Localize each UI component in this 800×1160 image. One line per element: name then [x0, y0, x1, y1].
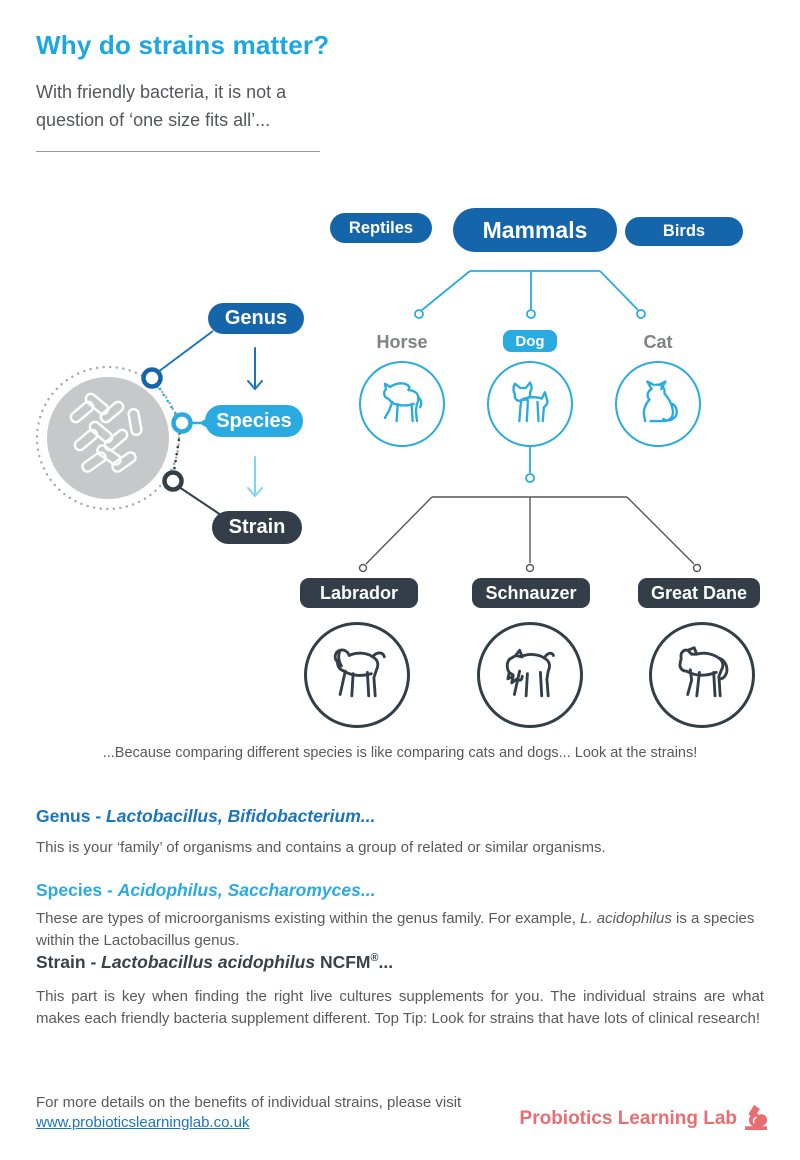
- dog-breeds-bracket: [360, 447, 701, 572]
- pill-species: Species: [205, 405, 303, 437]
- pill-genus: Genus: [208, 303, 304, 334]
- footer-note: For more details on the benefits of individual strains, please visit: [36, 1094, 462, 1111]
- diagram-caption: ...Because comparing different species is like comparing cats and dogs... Look at the strains!: [102, 745, 698, 761]
- pill-great-dane: Great Dane: [638, 578, 760, 608]
- label-horse: Horse: [376, 332, 428, 352]
- subtitle-line-1: With friendly bacteria, it is not a: [36, 82, 287, 102]
- cat-icon: [615, 361, 701, 447]
- schnauzer-icon: [477, 622, 583, 728]
- page-subtitle: [36, 78, 286, 134]
- strain-section-heading: Strain - Lactobacillus acidophilus NCFM®...: [36, 952, 394, 972]
- horse-icon: [359, 361, 445, 447]
- pill-labrador: Labrador: [300, 578, 418, 608]
- genus-section-heading: Genus - Lactobacillus, Bifidobacterium...: [36, 806, 376, 826]
- label-cat: Cat: [643, 332, 673, 352]
- genus-section-body: This is your ‘family’ of organisms and contains a group of related or similar organisms.: [36, 839, 606, 856]
- pill-strain: Strain: [212, 511, 302, 544]
- header-divider: [36, 151, 320, 152]
- species-section-body: These are types of microorganisms existing within the genus family. For example, L. acidophilus is a species within the Lactobacillus genus.: [36, 910, 755, 949]
- mammals-bracket: [415, 271, 645, 318]
- pill-schnauzer: Schnauzer: [472, 578, 590, 608]
- species-section-heading: Species - Acidophilus, Saccharomyces...: [36, 880, 376, 900]
- strain-section-body: This part is key when finding the right live cultures supplements for you. The individual strains are what makes each friendly bacteria supplement different. Top Tip: Look for strains that have lots of clinical research!: [36, 988, 764, 1027]
- genus-to-species-arrow: [248, 348, 262, 389]
- footer-link[interactable]: www.probioticslearninglab.co.uk: [36, 1114, 250, 1131]
- pill-birds: Birds: [625, 217, 743, 246]
- pill-dog: Dog: [503, 330, 557, 352]
- pill-mammals: Mammals: [453, 208, 617, 252]
- great-dane-icon: [649, 622, 755, 728]
- subtitle-line-2: question of ‘one size fits all’...: [36, 110, 271, 130]
- microscope-icon: [744, 1104, 768, 1134]
- labrador-icon: [304, 622, 410, 728]
- brand-name: Probiotics Learning Lab: [519, 1108, 737, 1129]
- pill-reptiles: Reptiles: [330, 213, 432, 243]
- brand-logo: [520, 1104, 768, 1134]
- page-title: Why do strains matter?: [36, 30, 330, 60]
- bacteria-illustration: [37, 367, 179, 509]
- species-to-strain-arrow: [248, 457, 262, 496]
- dog-icon: [487, 361, 573, 447]
